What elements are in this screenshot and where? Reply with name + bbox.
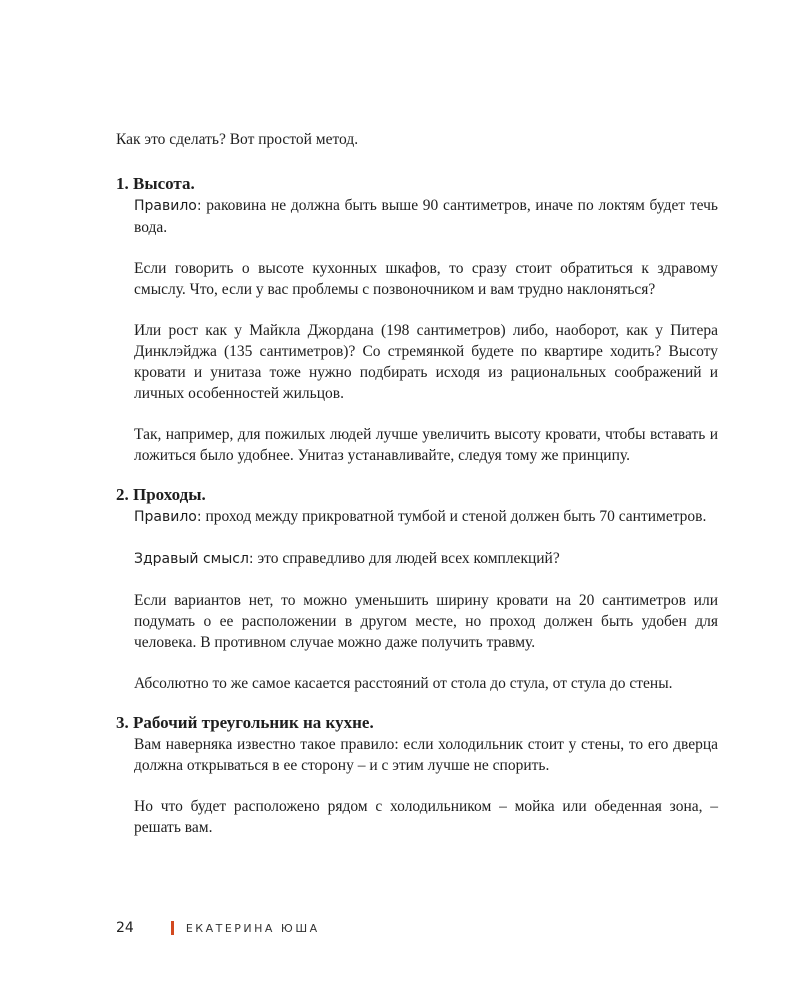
rule-paragraph (134, 195, 718, 238)
section-body (134, 734, 718, 838)
common-sense-paragraph (134, 548, 718, 570)
page-footer (116, 918, 320, 938)
paragraph: Если вариантов нет, то можно уменьшить ширину кровати на 20 сантиметров или подумать о ее расположении в другом месте, но проход должен быть удобен для человека. В противном случае можно даже получить травму. (134, 592, 718, 651)
rule-text: проход между прикроватной тумбой и стеной должен быть 70 сантиметров. (201, 508, 707, 525)
paragraph: Абсолютно то же самое касается расстояний от стола до стула, от стула до стены. (134, 675, 673, 692)
section-body (134, 506, 718, 694)
footer-accent-bar (171, 921, 174, 935)
author-name: ЕКАТЕРИНА ЮША (185, 921, 320, 935)
rule-paragraph (134, 506, 718, 528)
section-title: 2. Проходы. (116, 485, 206, 504)
section-height (116, 173, 718, 466)
section-title: 3. Рабочий треугольник на кухне. (116, 713, 374, 732)
section-title: 1. Высота. (116, 174, 195, 193)
paragraph: Но что будет расположено рядом с холодильником – мойка или обеденная зона, – решать вам. (134, 798, 718, 836)
rule-label: Правило: (134, 509, 202, 525)
section-passages (116, 484, 718, 694)
paragraph: Так, например, для пожилых людей лучше увеличить высоту кровати, чтобы вставать и ложиться было удобнее. Унитаз устанавливайте, следуя тому же принципу. (134, 426, 718, 464)
intro-text: Как это сделать? Вот простой метод. (116, 131, 359, 148)
rule-text: раковина не должна быть выше 90 сантиметров, иначе по локтям будет течь вода. (134, 197, 718, 236)
paragraph: Вам наверняка известно такое правило: если холодильник стоит у стены, то его дверца должна открываться в ее сторону – и с этим лучше не спорить. (134, 736, 718, 774)
rule-label: Правило: (134, 198, 202, 214)
page-content (116, 129, 718, 856)
page-number: 24 (116, 920, 134, 936)
common-sense-label: Здравый смысл: (134, 551, 254, 567)
section-kitchen-triangle (116, 712, 718, 838)
paragraph: Или рост как у Майкла Джордана (198 сантиметров) либо, наоборот, как у Питера Динклэйджа (135 сантиметров)? Со стремянкой будете по квартире ходить? Высоту кровати и унитаза тоже нужно подбирать исходя из рациональных соображений и личных особенностей жильцов. (134, 322, 718, 402)
section-body (134, 195, 718, 466)
paragraph: Если говорить о высоте кухонных шкафов, то сразу стоит обратиться к здравому смыслу. Что, если у вас проблемы с позвоночником и вам трудно наклоняться? (134, 260, 718, 298)
common-sense-text: это справедливо для людей всех комплекций? (253, 550, 560, 567)
